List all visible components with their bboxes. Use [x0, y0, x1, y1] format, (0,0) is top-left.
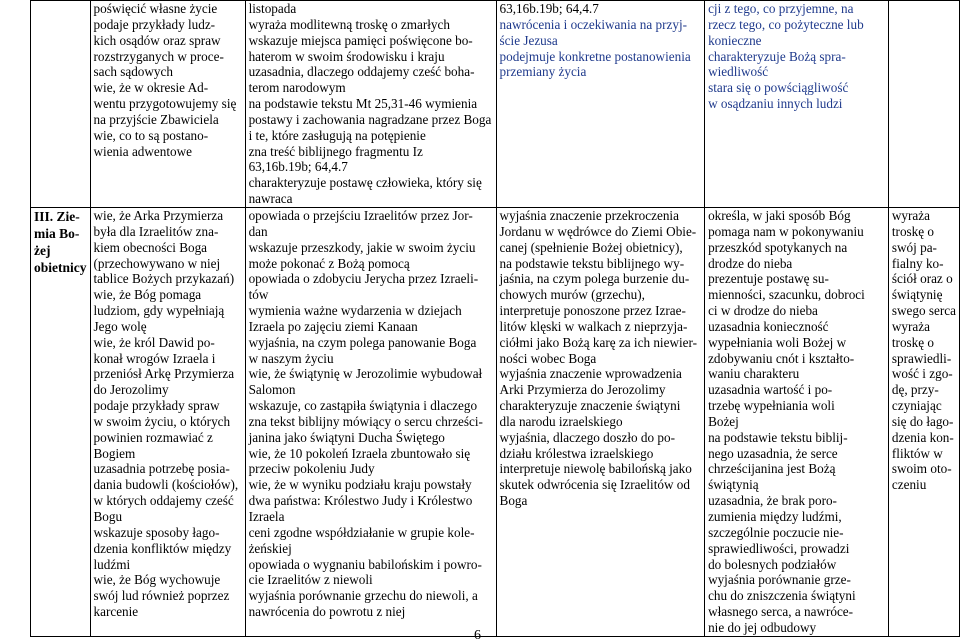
cell-text-line: jaśnia, na czym polega burzenie du- [499, 271, 690, 287]
cell-text-line: wie, że Bóg wychowuje [93, 572, 221, 588]
cell-text-line: do Jerozolimy [93, 382, 169, 398]
cell-text-line: chrześcijanina jest Bożą [708, 461, 836, 477]
cell-text-line: listopada [248, 1, 297, 16]
cell-text-line: może pokonać z Bożą pomocą [248, 255, 410, 271]
cell-text-line: wentu przygotowujemy się [93, 96, 237, 112]
cell-text-line: wskazuje, co zastąpiła świątynia i dlaczego [248, 398, 478, 414]
cell-text-line: wie, że 10 pokoleń Izraela zbuntowało się [248, 445, 471, 461]
cell-text-line: stara się o powściągliwość [708, 80, 849, 96]
cell-text-line: ście Jezusa [499, 32, 558, 48]
cell-text-line: wyjaśnia znaczenie przekroczenia [499, 207, 679, 223]
cell-text-line: troskę o [891, 223, 935, 239]
cell-text-line: przeszkód spotykanych na [708, 239, 848, 255]
cell-text-line: przeniósł Arkę Przymierza [93, 366, 235, 382]
cell-text-line: w których oddajemy cześć [93, 493, 234, 509]
cell-text-line: własnego serca, a nawróce- [708, 604, 854, 620]
cell-text-line: opowiada o wygnaniu babilońskim i powro- [248, 556, 482, 572]
cell-text-line: ności wobec Boga [499, 350, 597, 366]
cell-text-line: wiedliwość [708, 64, 769, 80]
cell-text-line: kiem obecności Boga [93, 239, 208, 255]
section-cell [31, 207, 91, 636]
page-number: 6 [474, 628, 481, 643]
cell-text-line: podaje przykłady spraw [93, 398, 220, 414]
cell-text-line: mienności, szacunku, dobroci [708, 287, 865, 303]
cell-text-line: nie do jej odbudowy [708, 619, 817, 635]
cell-text-line: wyraża modlitewną troskę o zmarłych [248, 16, 450, 32]
cell-text-line: trzebę wypełniania woli [708, 398, 835, 414]
cell-text-line: ceni zgodne współdziałanie w grupie kole- [248, 524, 475, 540]
cell-text-line: podejmuje konkretne postanowienia [499, 48, 691, 64]
cell-text-line: wskazuje sposoby łago- [93, 524, 220, 540]
cell-text-line: nawrócenia do powrotu z niej [248, 604, 406, 620]
cell-text-line: zdobywaniu cnót i kształto- [708, 350, 855, 366]
cell-text-line: nego uzasadnia, że serce [708, 445, 838, 461]
requirements-basic-cell [245, 207, 496, 636]
cell-text-line: Arki Przymierza do Jerozolimy [499, 382, 666, 398]
cell-text-line: dwa państwa: Królestwo Judy i Królestwo [248, 493, 473, 509]
cell-text-line: zna tekst biblijny mówiący o sercu chrześci- [248, 413, 483, 429]
cell-text-line: wyraża [891, 207, 930, 223]
cell-text-line: nawraca [248, 191, 293, 207]
cell-text-line: swego serca [891, 303, 956, 319]
cell-text-line: świątynią [708, 477, 759, 493]
cell-text-line: na podstawie tekstu biblijnego wy- [499, 255, 685, 271]
cell-text-line: ludziom, gdy wypełniają [93, 303, 225, 319]
cell-text-line: i te, które zasługują na potępienie [248, 127, 426, 143]
cell-text-line: swój pa- [891, 239, 937, 255]
cell-text-line: dan [248, 223, 268, 239]
cell-text-line: sprawiedli- [891, 350, 952, 366]
cell-text-line: wość i zgo- [891, 366, 953, 382]
section-cell-top [31, 1, 91, 208]
cell-text-line: Bogiem [93, 445, 136, 461]
cell-text-line: tablice Bożych przykazań) [93, 271, 235, 287]
cell-text-line: wyjaśnia znaczenie wprowadzenia [499, 366, 682, 382]
cell-text-line: dzenia konfliktów między [93, 540, 232, 556]
cell-text-line: charakteryzuje postawę człowieka, który się [248, 175, 482, 191]
requirements-extended-cell [496, 207, 705, 636]
cell-text-line: poświęcić własne życie [93, 1, 218, 16]
cell-text-line: wienia adwentowe [93, 143, 193, 159]
cell-text-line: wie, że Arka Przymierza [93, 207, 224, 223]
cell-text-line: wymienia ważne wydarzenia w dziejach [248, 303, 462, 319]
cell-text-line: nawrócenia i oczekiwania na przyj- [499, 16, 688, 32]
requirements-basic-cell-top [245, 1, 496, 208]
cell-text-line: Bożej [708, 413, 739, 429]
cell-text-line: rozstrzyganych w proce- [93, 48, 224, 64]
cell-text-line: wskazuje przeszkody, jakie w swoim życiu [248, 239, 476, 255]
cell-text-line: terom narodowym [248, 80, 346, 96]
section-title-line: żej [34, 242, 51, 258]
values-cell [888, 207, 959, 636]
section-title-line: obietnicy [34, 259, 87, 275]
cell-text-line: wie, co to są postano- [93, 127, 209, 143]
cell-text-line: uzasadnia potrzebę posia- [93, 461, 230, 477]
cell-text-line: swój lud również poprzez [93, 588, 230, 604]
cell-text-line: ściół oraz o [891, 271, 953, 287]
cell-text-line: do bolesnych podziałów [708, 556, 837, 572]
cell-text-line: świątynię [891, 287, 943, 303]
cell-text-line: w osądzaniu innych ludzi [708, 96, 843, 112]
section-title-line: III. Zie- [34, 208, 80, 224]
cell-text-line: Izraela [248, 509, 285, 524]
cell-text-line: czeniu [891, 477, 927, 493]
cell-text-line: Boga [499, 493, 528, 509]
cell-text-line: karcenie [93, 604, 139, 620]
cell-text-line: zumienia między ludźmi, [708, 509, 842, 524]
cell-text-line: powinien rozmawiać z [93, 429, 213, 445]
cell-text-line: konieczne [708, 32, 762, 48]
cell-text-line: przemiany życia [499, 64, 587, 80]
cell-text-line: troskę o [891, 334, 935, 350]
cell-text-line: (przechowywano w niej [93, 255, 221, 271]
cell-text-line: chowych murów (grzechu), [499, 287, 645, 303]
cell-text-line: swoim oto- [891, 461, 952, 477]
cell-text-line: na podstawie tekstu Mt 25,31-46 wymienia [248, 96, 478, 112]
cell-text-line: wyjaśnia, na czym polega panowanie Boga [248, 334, 477, 350]
cell-text-line: waniu charakteru [708, 366, 800, 382]
cell-text-line: 63,16b.19b; 64,4.7 [499, 1, 599, 16]
table-row-section-iii [31, 207, 960, 636]
table-row-continuation [31, 1, 960, 208]
cell-text-line: sach sądowych [93, 64, 173, 80]
cell-text-line: 63,16b.19b; 64,4.7 [248, 159, 348, 175]
attitudes-cell-top [705, 1, 889, 208]
cell-text-line: się do łago- [891, 413, 954, 429]
cell-text-line: Salomon [248, 382, 296, 398]
cell-text-line: wypełniania woli Bożej w [708, 334, 847, 350]
cell-text-line: dzenia kon- [891, 429, 954, 445]
cell-text-line: opowiada o zdobyciu Jerycha przez Izraeli- [248, 271, 479, 287]
cell-text-line: dę, przy- [891, 382, 939, 398]
cell-text-line: Izraela po zajęciu ziemi Kanaan [248, 318, 418, 334]
cell-text-line: Bogu [93, 509, 123, 524]
curriculum-table [30, 0, 960, 637]
cell-text-line: ci w drodze do nieba [708, 303, 818, 319]
cell-text-line: na przyjście Zbawiciela [93, 111, 219, 127]
cell-text-line: wie, że świątynię w Jerozolimie wybudował [248, 366, 483, 382]
cell-text-line: podaje przykłady ludz- [93, 16, 216, 32]
attitudes-cell [705, 207, 889, 636]
cell-text-line: w swoim życiu, o których [93, 413, 231, 429]
cell-text-line: działu królestwa izraelskiego [499, 445, 654, 461]
cell-text-line: litów klęski w walkach z nieprzyja- [499, 318, 688, 334]
cell-text-line: była dla Izraelitów zna- [93, 223, 219, 239]
cell-text-line: uzasadnia, dlaczego oddajemy cześć boha- [248, 64, 475, 80]
cell-text-line: prezentuje postawę su- [708, 271, 829, 287]
cell-text-line: czyniając [891, 398, 942, 414]
cell-text-line: wie, że król Dawid po- [93, 334, 215, 350]
cell-text-line: kich osądów oraz spraw [93, 32, 221, 48]
knowledge-cell [90, 207, 245, 636]
cell-text-line: sprawiedliwości, prowadzi [708, 540, 850, 556]
cell-text-line: postawy i zachowania nagradzane przez Boga [248, 111, 492, 127]
cell-text-line: tów [248, 287, 269, 303]
cell-text-line: chu do zniszczenia świątyni [708, 588, 856, 604]
cell-text-line: pomaga nam w pokonywaniu [708, 223, 864, 239]
section-title [34, 208, 87, 276]
requirements-extended-cell-top [496, 1, 705, 208]
cell-text-line: zna treść biblijnego fragmentu Iz [248, 143, 423, 159]
cell-text-line: fialny ko- [891, 255, 944, 271]
cell-text-line: opowiada o przejściu Izraelitów przez Jor- [248, 207, 473, 223]
cell-text-line: charakteryzuje Bożą spra- [708, 48, 846, 64]
cell-text-line: uzasadnia wartość i po- [708, 382, 833, 398]
cell-text-line: na podstawie tekstu biblij- [708, 429, 848, 445]
cell-text-line: wyraża [891, 318, 930, 334]
cell-text-line: skutek odwrócenia się Izraelitów od [499, 477, 690, 493]
cell-text-line: canej (spełnienie Bożej obietnicy), [499, 239, 683, 255]
knowledge-cell-top [90, 1, 245, 208]
cell-text-line: określa, w jaki sposób Bóg [708, 207, 851, 223]
cell-text-line: szczególnie poczucie nie- [708, 524, 844, 540]
cell-text-line: drodze do nieba [708, 255, 793, 271]
cell-text-line: interpretuje niewolę babilońską jako [499, 461, 692, 477]
cell-text-line: wie, że Bóg pomaga [93, 287, 202, 303]
section-title-line: mia Bo- [34, 225, 80, 241]
cell-text-line: dla narodu izraelskiego [499, 413, 623, 429]
cell-text-line: wie, że w wyniku podziału kraju powstały [248, 477, 472, 493]
cell-text-line: w naszym życiu [248, 350, 334, 366]
cell-text-line: konał wrogów Izraela i [93, 350, 216, 366]
cell-text-line: wyjaśnia, dlaczego doszło do po- [499, 429, 675, 445]
cell-text-line: interpretuje ponoszone przez Izrae- [499, 303, 686, 319]
cell-text-line: janina jako świątyni Ducha Świętego [248, 429, 445, 445]
cell-text-line: cji z tego, co przyjemne, na [708, 1, 854, 16]
cell-text-line: żeńskiej [248, 540, 292, 556]
cell-text-line: haterom w swoim środowisku i kraju [248, 48, 445, 64]
cell-text-line: Jordanu w wędrówce do Ziemi Obie- [499, 223, 697, 239]
cell-text-line: przeciw pokoleniu Judy [248, 461, 375, 477]
cell-text-line: uzasadnia, że brak poro- [708, 493, 837, 509]
cell-text-line: wyjaśnia porównanie grze- [708, 572, 851, 588]
cell-text-line: fliktów w [891, 445, 943, 461]
cell-text-line: wskazuje miejsca pamięci poświęcone bo- [248, 32, 473, 48]
cell-text-line: charakteryzuje znaczenie świątyni [499, 398, 681, 414]
cell-text-line: uzasadnia konieczność [708, 318, 829, 334]
cell-text-line: dania budowli (kościołów), [93, 477, 239, 493]
cell-text-line: cie Izraelitów z niewoli [248, 572, 373, 588]
cell-text-line: rzecz tego, co pożyteczne lub [708, 16, 864, 32]
cell-text-line: wie, że w okresie Ad- [93, 80, 209, 96]
cell-text-line: wyjaśnia porównanie grzechu do niewoli, a [248, 588, 478, 604]
values-cell-top [888, 1, 959, 208]
cell-text-line: Jego wolę [93, 318, 147, 334]
cell-text-line: ludźmi [93, 556, 131, 572]
cell-text-line: ciółmi jako Bożą karę za ich niewier- [499, 334, 698, 350]
